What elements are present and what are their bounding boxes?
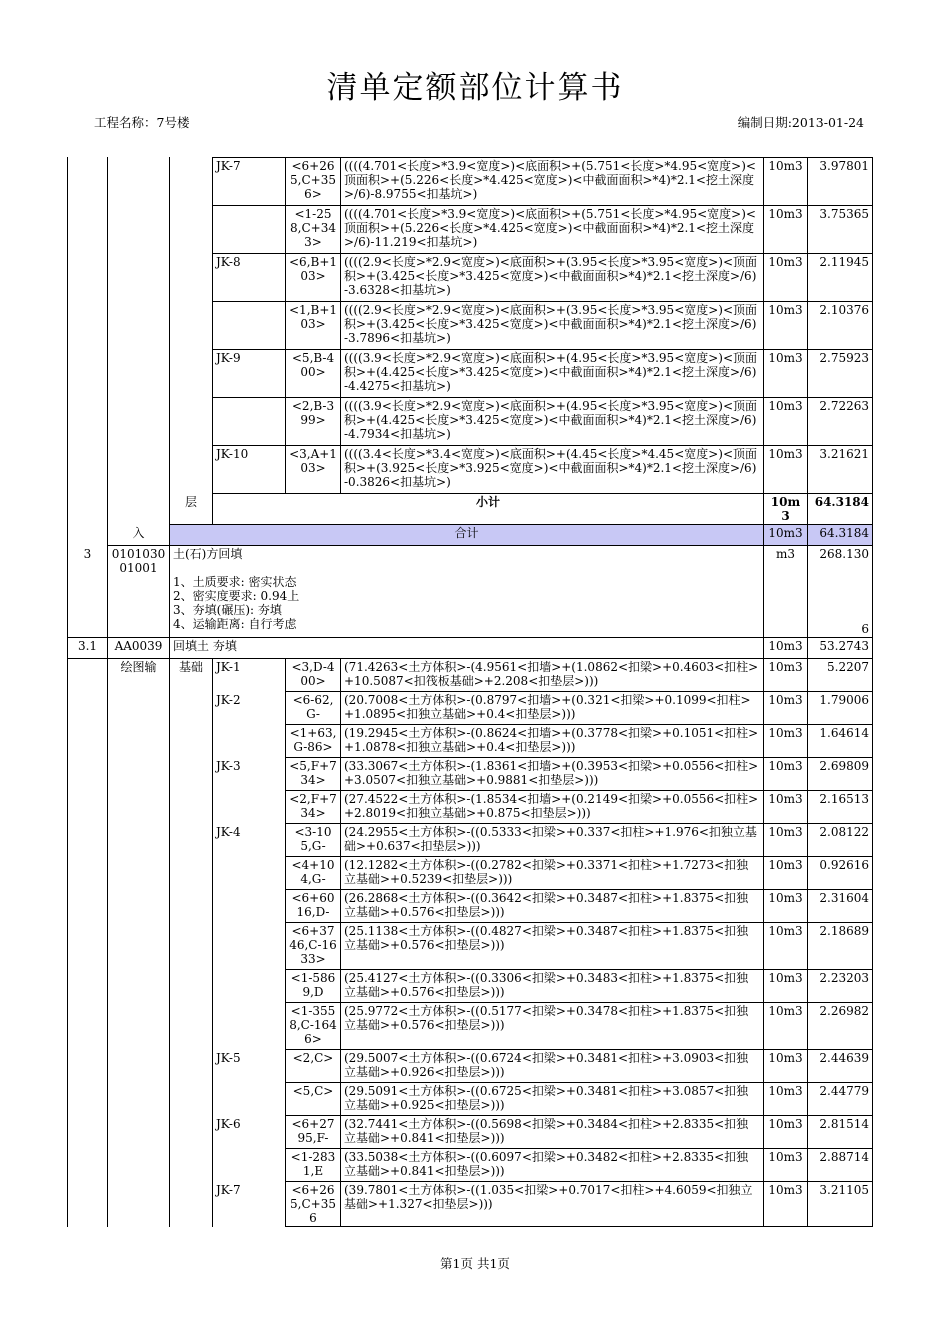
category-cell [170, 758, 213, 791]
no-cell [68, 824, 108, 857]
component-code [213, 1149, 286, 1182]
quantity-cell: 2.75923 [808, 350, 873, 398]
quota-item-row [68, 638, 873, 659]
quantity-cell: 3.21621 [808, 446, 873, 494]
category-cell [108, 1083, 170, 1116]
no-cell [68, 758, 108, 791]
table-row [68, 758, 873, 791]
category-cell [108, 1116, 170, 1149]
component-code [213, 302, 286, 350]
category-cell [108, 970, 170, 1003]
component-code: JK-8 [213, 254, 286, 302]
category-cell [108, 824, 170, 857]
compile-date: 编制日期:2013-01-24 [737, 115, 864, 130]
quantity-cell: 3.75365 [808, 206, 873, 254]
table-row [68, 824, 873, 857]
category-cell [170, 446, 213, 494]
position-cell: <5,C> [286, 1083, 341, 1116]
position-cell: <2,C> [286, 1050, 341, 1083]
component-code [213, 857, 286, 890]
no-cell [68, 1050, 108, 1083]
unit-cell: 10m3 [764, 970, 808, 1003]
quantity-cell: 2.44639 [808, 1050, 873, 1083]
bill-item-row [68, 546, 873, 638]
category-cell [170, 158, 213, 206]
table-row [68, 890, 873, 923]
code-cell [108, 446, 170, 494]
component-code [213, 206, 286, 254]
position-cell: <1-2831,E [286, 1149, 341, 1182]
category-cell [108, 791, 170, 824]
code-cell [108, 494, 170, 525]
formula-cell: ((((4.701<长度>*3.9<宽度>)<底面积>+(5.751<长度>*4.95<宽度>)<顶面积>+(5.226<长度>*4.425<宽度>)<中截面面积>*4)*2.1<挖土深度>/6)-11.219<扣基坑>) [341, 206, 764, 254]
no-cell [68, 890, 108, 923]
no-cell [68, 659, 108, 692]
code-cell [108, 398, 170, 446]
position-cell: <3,D-400> [286, 659, 341, 692]
formula-cell: (25.4127<土方体积>-((0.3306<扣梁>+0.3483<扣柱>+1.8375<扣独立基础>+0.576<扣垫层>))) [341, 970, 764, 1003]
position-cell: <6+265,C+356 [286, 1182, 341, 1227]
quantity-cell: 2.81514 [808, 1116, 873, 1149]
position-cell: <6,B+103> [286, 254, 341, 302]
unit-cell: 10m3 [764, 158, 808, 206]
quantity-cell: 1.64614 [808, 725, 873, 758]
position-cell: <3,A+103> [286, 446, 341, 494]
quota-quantity: 53.2743 [808, 638, 873, 659]
total-label: 合计 [170, 525, 764, 546]
no-cell [68, 725, 108, 758]
no-cell [68, 1182, 108, 1227]
no-cell [68, 254, 108, 302]
category-cell [170, 791, 213, 824]
unit-cell: 10m3 [764, 398, 808, 446]
category-cell [108, 923, 170, 970]
table-row [68, 659, 873, 692]
table-row [68, 350, 873, 398]
total-side-label: 入 [108, 525, 170, 546]
page-title: 清单定额部位计算书 [326, 70, 624, 106]
unit-cell: 10m3 [764, 1116, 808, 1149]
category-cell [170, 692, 213, 725]
component-code: JK-7 [213, 1182, 286, 1227]
subtotal-unit: 10m3 [764, 494, 808, 525]
category-cell [108, 725, 170, 758]
no-cell [68, 1116, 108, 1149]
table-row [68, 398, 873, 446]
unit-cell: 10m3 [764, 692, 808, 725]
table-row [68, 254, 873, 302]
formula-cell: (27.4522<土方体积>-(1.8534<扣墙>+(0.2149<扣梁>+0.0556<扣柱>+2.8019<扣独立基础>+0.875<扣垫层>))) [341, 791, 764, 824]
category-cell [170, 824, 213, 857]
table-row [68, 725, 873, 758]
item-number: 3 [68, 546, 108, 638]
table-row [68, 1116, 873, 1149]
category-cell [108, 1149, 170, 1182]
quantity-cell: 1.79006 [808, 692, 873, 725]
unit-cell: 10m3 [764, 206, 808, 254]
category-cell: 绘图输 [108, 659, 170, 692]
formula-cell: (20.7008<土方体积>-(0.8797<扣墙>+(0.321<扣梁>+0.1099<扣柱>+1.0895<扣独立基础>+0.4<扣垫层>))) [341, 692, 764, 725]
quantity-cell: 2.44779 [808, 1083, 873, 1116]
unit-cell: 10m3 [764, 1083, 808, 1116]
quota-number: 3.1 [68, 638, 108, 659]
category-cell [170, 398, 213, 446]
formula-cell: (29.5007<土方体积>-((0.6724<扣梁>+0.3481<扣柱>+3.0903<扣独立基础>+0.926<扣垫层>))) [341, 1050, 764, 1083]
quantity-cell: 2.23203 [808, 970, 873, 1003]
formula-cell: (19.2945<土方体积>-(0.8624<扣墙>+(0.3778<扣梁>+0.1051<扣柱>+1.0878<扣独立基础>+0.4<扣垫层>))) [341, 725, 764, 758]
total-unit: 10m3 [764, 525, 808, 546]
quota-unit: 10m3 [764, 638, 808, 659]
position-cell: <1+63,G-86> [286, 725, 341, 758]
category-cell [170, 1116, 213, 1149]
item-description [170, 546, 764, 638]
table-row [68, 446, 873, 494]
total-quantity: 64.3184 [808, 525, 873, 546]
subtotal-label: 小计 [213, 494, 764, 525]
no-cell [68, 350, 108, 398]
unit-cell: 10m3 [764, 857, 808, 890]
category-cell [170, 254, 213, 302]
project-name: 工程名称：7号楼 [94, 115, 190, 130]
position-cell: <6+6016,D- [286, 890, 341, 923]
total-row [68, 525, 873, 546]
category-cell [170, 302, 213, 350]
quantity-cell: 3.97801 [808, 158, 873, 206]
unit-cell: 10m3 [764, 302, 808, 350]
position-cell: <3-105,G- [286, 824, 341, 857]
table-row [68, 692, 873, 725]
category-cell [108, 890, 170, 923]
position-cell: <6+3746,C-1633> [286, 923, 341, 970]
category-cell: 基础 [170, 659, 213, 692]
category-cell [170, 857, 213, 890]
no-cell [68, 494, 108, 525]
no-cell [68, 970, 108, 1003]
component-code: JK-7 [213, 158, 286, 206]
no-cell [68, 692, 108, 725]
category-cell [108, 692, 170, 725]
formula-cell: ((((2.9<长度>*2.9<宽度>)<底面积>+(3.95<长度>*3.95<宽度>)<顶面积>+(3.425<长度>*3.425<宽度>)<中截面面积>*4)*2.1<挖土深度>/6)-3.7896<扣基坑>) [341, 302, 764, 350]
no-cell [68, 158, 108, 206]
item-features: 1、土质要求: 密实状态 2、密实度要求: 0.94上 3、夯填(碾压): 夯填 4、运输距离: 自行考虑 [173, 575, 300, 631]
subtotal-quantity: 64.3184 [808, 494, 873, 525]
table-row [68, 1003, 873, 1050]
position-cell: <6+2795,F- [286, 1116, 341, 1149]
category-cell [108, 1003, 170, 1050]
item-quantity-tail: 6 [861, 622, 869, 636]
calculation-table [67, 157, 873, 1227]
position-cell: <1-258,C+343> [286, 206, 341, 254]
formula-cell: (12.1282<土方体积>-((0.2782<扣梁>+0.3371<扣柱>+1.7273<扣独立基础>+0.5239<扣垫层>))) [341, 857, 764, 890]
table-row [68, 791, 873, 824]
component-code [213, 1083, 286, 1116]
component-code [213, 398, 286, 446]
quantity-cell: 2.16513 [808, 791, 873, 824]
category-cell [170, 890, 213, 923]
position-cell: <5,B-400> [286, 350, 341, 398]
quantity-cell: 2.11945 [808, 254, 873, 302]
subtotal-side-label: 层 [170, 494, 213, 525]
code-cell [108, 158, 170, 206]
no-cell [68, 206, 108, 254]
category-cell [170, 350, 213, 398]
unit-cell: 10m3 [764, 923, 808, 970]
component-code: JK-3 [213, 758, 286, 791]
component-code: JK-4 [213, 824, 286, 857]
item-quantity-value: 268.130 [819, 547, 869, 561]
category-cell [170, 1050, 213, 1083]
formula-cell: (24.2955<土方体积>-((0.5333<扣梁>+0.337<扣柱>+1.976<扣独立基础>+0.637<扣垫层>))) [341, 824, 764, 857]
component-code [213, 791, 286, 824]
item-unit: m3 [764, 546, 808, 638]
position-cell: <1-3558,C-1646> [286, 1003, 341, 1050]
formula-cell: (39.7801<土方体积>-((1.035<扣梁>+0.7017<扣柱>+4.6059<扣独立基础>+1.327<扣垫层>))) [341, 1182, 764, 1227]
quota-name: 回填土 夯填 [170, 638, 764, 659]
category-cell [108, 758, 170, 791]
no-cell [68, 446, 108, 494]
quantity-cell: 2.72263 [808, 398, 873, 446]
position-cell: <5,F+734> [286, 758, 341, 791]
category-cell [170, 923, 213, 970]
no-cell [68, 857, 108, 890]
calculation-sheet [67, 157, 872, 1225]
quantity-cell: 2.69809 [808, 758, 873, 791]
component-code [213, 970, 286, 1003]
formula-cell: (32.7441<土方体积>-((0.5698<扣梁>+0.3484<扣柱>+2.8335<扣独立基础>+0.841<扣垫层>))) [341, 1116, 764, 1149]
component-code: JK-1 [213, 659, 286, 692]
unit-cell: 10m3 [764, 350, 808, 398]
category-cell [108, 1050, 170, 1083]
quantity-cell: 2.31604 [808, 890, 873, 923]
table-row [68, 970, 873, 1003]
no-cell [68, 302, 108, 350]
formula-cell: ((((2.9<长度>*2.9<宽度>)<底面积>+(3.95<长度>*3.95<宽度>)<顶面积>+(3.425<长度>*3.425<宽度>)<中截面面积>*4)*2.1<挖土深度>/6)-3.6328<扣基坑>) [341, 254, 764, 302]
detail-rows [68, 659, 873, 1227]
category-cell [170, 725, 213, 758]
position-cell: <2,B-399> [286, 398, 341, 446]
component-code [213, 923, 286, 970]
table-row [68, 158, 873, 206]
no-cell [68, 1003, 108, 1050]
component-code: JK-10 [213, 446, 286, 494]
category-cell [108, 857, 170, 890]
table-row [68, 857, 873, 890]
unit-cell: 10m3 [764, 1149, 808, 1182]
formula-cell: (33.5038<土方体积>-((0.6097<扣梁>+0.3482<扣柱>+2.8335<扣独立基础>+0.841<扣垫层>))) [341, 1149, 764, 1182]
item-quantity [808, 546, 873, 638]
no-cell [68, 1083, 108, 1116]
unit-cell: 10m3 [764, 824, 808, 857]
quantity-cell: 2.88714 [808, 1149, 873, 1182]
position-cell: <6+265,C+356> [286, 158, 341, 206]
category-cell [170, 1083, 213, 1116]
no-cell [68, 398, 108, 446]
code-cell [108, 254, 170, 302]
component-code: JK-2 [213, 692, 286, 725]
quantity-cell: 5.2207 [808, 659, 873, 692]
formula-cell: (25.9772<土方体积>-((0.5177<扣梁>+0.3478<扣柱>+1.8375<扣独立基础>+0.576<扣垫层>))) [341, 1003, 764, 1050]
table-row [68, 1182, 873, 1227]
table-row [68, 923, 873, 970]
category-cell [170, 206, 213, 254]
category-cell [108, 1182, 170, 1227]
no-cell [68, 525, 108, 546]
code-cell [108, 350, 170, 398]
formula-cell: (29.5091<土方体积>-((0.6725<扣梁>+0.3481<扣柱>+3.0857<扣独立基础>+0.925<扣垫层>))) [341, 1083, 764, 1116]
position-cell: <6-62,G- [286, 692, 341, 725]
unit-cell: 10m3 [764, 1182, 808, 1227]
formula-cell: (33.3067<土方体积>-(1.8361<扣墙>+(0.3953<扣梁>+0.0556<扣柱>+3.0507<扣独立基础>+0.9881<扣垫层>))) [341, 758, 764, 791]
no-cell [68, 791, 108, 824]
unit-cell: 10m3 [764, 791, 808, 824]
unit-cell: 10m3 [764, 659, 808, 692]
unit-cell: 10m3 [764, 758, 808, 791]
unit-cell: 10m3 [764, 254, 808, 302]
component-code: JK-9 [213, 350, 286, 398]
position-cell: <1-5869,D [286, 970, 341, 1003]
component-code [213, 890, 286, 923]
quantity-cell: 0.92616 [808, 857, 873, 890]
position-cell: <4+104,G- [286, 857, 341, 890]
table-row [68, 1050, 873, 1083]
table-row [68, 206, 873, 254]
code-cell [108, 302, 170, 350]
unit-cell: 10m3 [764, 1050, 808, 1083]
component-code [213, 725, 286, 758]
component-code: JK-5 [213, 1050, 286, 1083]
no-cell [68, 1149, 108, 1182]
quantity-cell: 2.18689 [808, 923, 873, 970]
category-cell [170, 1182, 213, 1227]
component-code [213, 1003, 286, 1050]
component-code: JK-6 [213, 1116, 286, 1149]
no-cell [68, 923, 108, 970]
formula-cell: ((((3.4<长度>*3.4<宽度>)<底面积>+(4.45<长度>*4.45<宽度>)<顶面积>+(3.925<长度>*3.925<宽度>)<中截面面积>*4)*2.1<挖土深度>/6)-0.3826<扣基坑>) [341, 446, 764, 494]
position-cell: <2,F+734> [286, 791, 341, 824]
subtotal-row [68, 494, 873, 525]
formula-cell: (71.4263<土方体积>-(4.9561<扣墙>+(1.0862<扣梁>+0.4603<扣柱>+10.5087<扣筏板基础>+2.208<扣垫层>))) [341, 659, 764, 692]
unit-cell: 10m3 [764, 725, 808, 758]
unit-cell: 10m3 [764, 890, 808, 923]
quantity-cell: 2.26982 [808, 1003, 873, 1050]
formula-cell: ((((3.9<长度>*2.9<宽度>)<底面积>+(4.95<长度>*3.95<宽度>)<顶面积>+(4.425<长度>*3.425<宽度>)<中截面面积>*4)*2.1<挖土深度>/6)-4.7934<扣基坑>) [341, 398, 764, 446]
category-cell [170, 970, 213, 1003]
quantity-cell: 2.08122 [808, 824, 873, 857]
quota-code: AA0039 [108, 638, 170, 659]
formula-cell: ((((3.9<长度>*2.9<宽度>)<底面积>+(4.95<长度>*3.95<宽度>)<顶面积>+(4.425<长度>*3.425<宽度>)<中截面面积>*4)*2.1<挖土深度>/6)-4.4275<扣基坑>) [341, 350, 764, 398]
formula-cell: ((((4.701<长度>*3.9<宽度>)<底面积>+(5.751<长度>*4.95<宽度>)<顶面积>+(5.226<长度>*4.425<宽度>)<中截面面积>*4)*2.1<挖土深度>/6)-8.9755<扣基坑>) [341, 158, 764, 206]
category-cell [170, 1003, 213, 1050]
table-row [68, 302, 873, 350]
position-cell: <1,B+103> [286, 302, 341, 350]
table-row [68, 1149, 873, 1182]
unit-cell: 10m3 [764, 1003, 808, 1050]
quantity-cell: 3.21105 [808, 1182, 873, 1227]
item-name: 土(石)方回填 [173, 547, 243, 561]
category-cell [170, 1149, 213, 1182]
table-row [68, 1083, 873, 1116]
formula-cell: (25.1138<土方体积>-((0.4827<扣梁>+0.3487<扣柱>+1.8375<扣独立基础>+0.576<扣垫层>))) [341, 923, 764, 970]
formula-cell: (26.2868<土方体积>-((0.3642<扣梁>+0.3487<扣柱>+1.8375<扣独立基础>+0.576<扣垫层>))) [341, 890, 764, 923]
unit-cell: 10m3 [764, 446, 808, 494]
page-footer: 第1页 共1页 [440, 1256, 510, 1271]
code-cell [108, 206, 170, 254]
item-code: 010103001001 [108, 546, 170, 638]
quantity-cell: 2.10376 [808, 302, 873, 350]
